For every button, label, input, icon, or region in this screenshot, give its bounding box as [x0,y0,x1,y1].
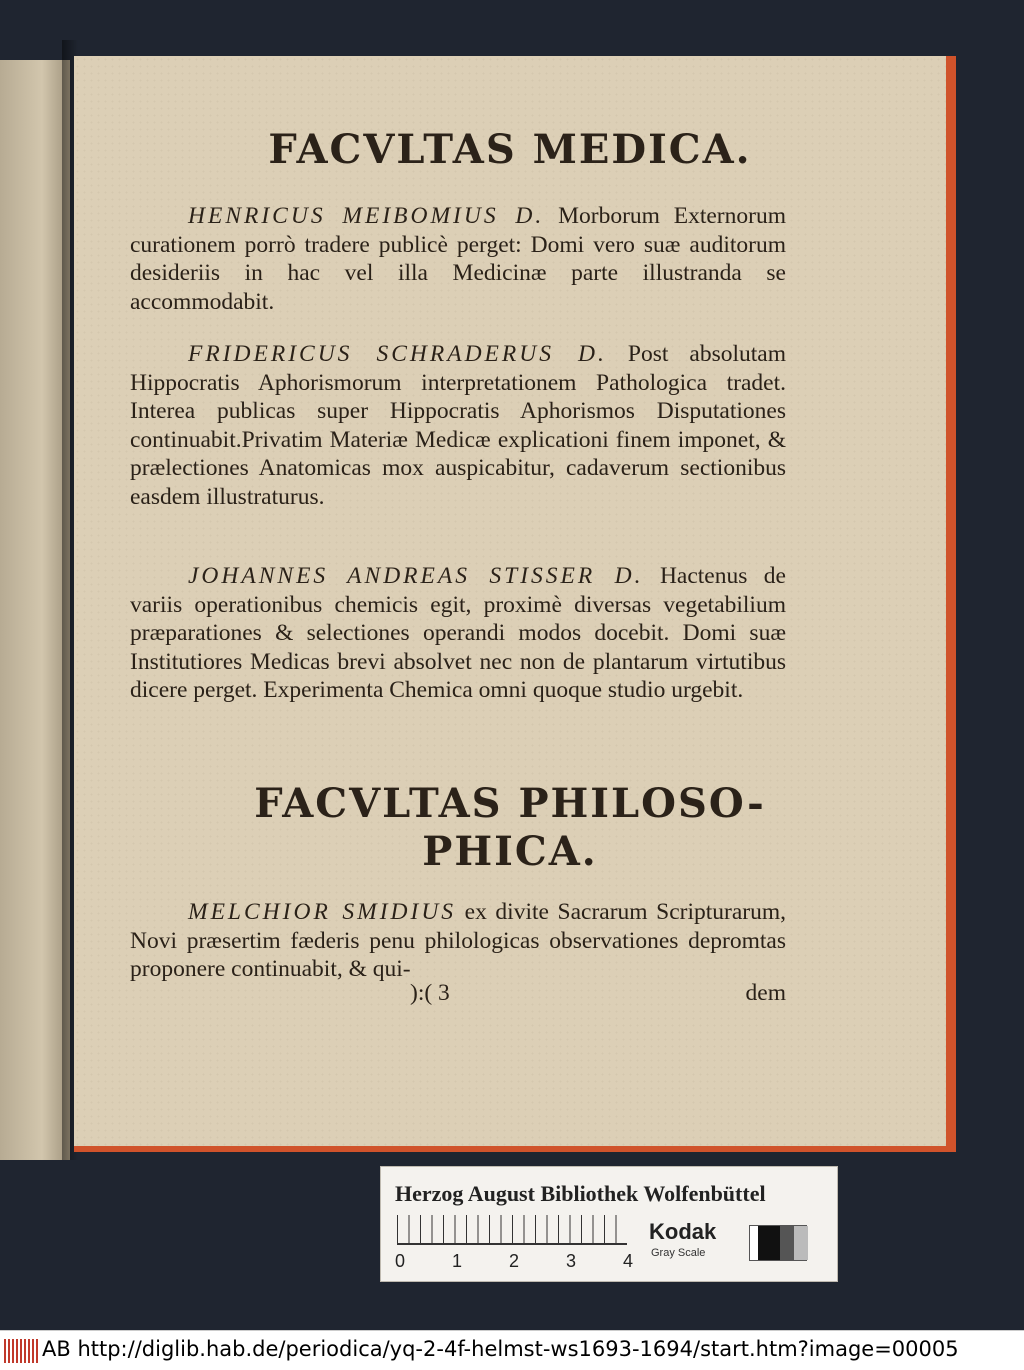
name-meibomius: HENRICUS MEIBOMIUS D. [188,203,545,229]
barcode-icon [4,1339,38,1363]
url-bar [0,1330,1024,1370]
document-page [74,56,946,1146]
ruler-numbers [395,1251,645,1273]
heading-facultas-philosophica-2: PHICA. [422,828,598,875]
text-schraderus: Post absolutam Hippocratis Aphorismorum interpretationem Pathologica tradet. Interea publicas super Hippocratis Aphorismos Disputationes continuabit.Privatim Materiæ Medicæ explicationi finem imponet, & prælectiones Anatomicas mox auspicabitur, cadaverum sectionibus easdem illustraturus. [130,341,786,510]
left-page-edge [0,60,70,1160]
text-stisser: Hactenus de variis operationibus chemicis egit, proximè diversas vegetabilium præparationes & selectiones operandi modos docebit. Domi suæ Institutiores Medicas brevi absolvet nec non de plantarum virtutibus dicere perget. Experimenta Chemica omni quoque studio urgebit. [130,563,786,703]
text-meibomius: Morborum Externorum curationem porrò tradere publicè perget: Domi vero suæ auditorum desideriis in hac vel illa Medicinæ parte illustranda se accommodabit. [130,203,786,315]
ruler-number: 0 [395,1251,406,1271]
paragraph-smidius [130,898,786,984]
ruler-number: 2 [509,1251,520,1271]
name-stisser: JOHANNES ANDREAS STISSER D. [188,563,644,589]
swatch-dark-gray [780,1226,794,1260]
swatch-light-gray [794,1226,808,1260]
signature-mark: ):( 3 [410,980,450,1006]
swatch-black [758,1226,780,1260]
catchword: dem [745,980,786,1006]
gray-scale-swatches [749,1225,807,1261]
gray-scale-label: Gray Scale [651,1247,706,1259]
paragraph-stisser [130,562,786,705]
ruler-number: 1 [452,1251,463,1271]
text-smidius: ex divite Sacrarum Scripturarum, Novi præsertim fæderis penu philologicas observationes depromtas proponere continuabit, & qui- [130,899,787,982]
ruler-number: 3 [566,1251,577,1271]
heading-facultas-philosophica-1: FACVLTAS PHILOSO- [254,780,766,827]
paragraph-schraderus [130,340,786,511]
paragraph-meibomius [130,202,786,316]
swatch-white [750,1226,758,1260]
scale-ruler [397,1215,627,1245]
library-name: Herzog August Bibliothek Wolfenbüttel [395,1181,766,1206]
kodak-logo: Kodak [649,1219,717,1244]
ruler-number: 4 [623,1251,634,1271]
page-footer [130,980,786,1010]
library-label [380,1166,838,1282]
heading-facultas-medica: FACVLTAS MEDICA. [268,126,752,173]
url-text[interactable]: AB http://diglib.hab.de/periodica/yq-2-4f-helmst-ws1693-1694/start.htm?image=00005 [42,1337,959,1361]
name-smidius: MELCHIOR SMIDIUS [188,899,457,925]
name-schraderus: FRIDERICUS SCHRADERUS D. [188,341,607,367]
